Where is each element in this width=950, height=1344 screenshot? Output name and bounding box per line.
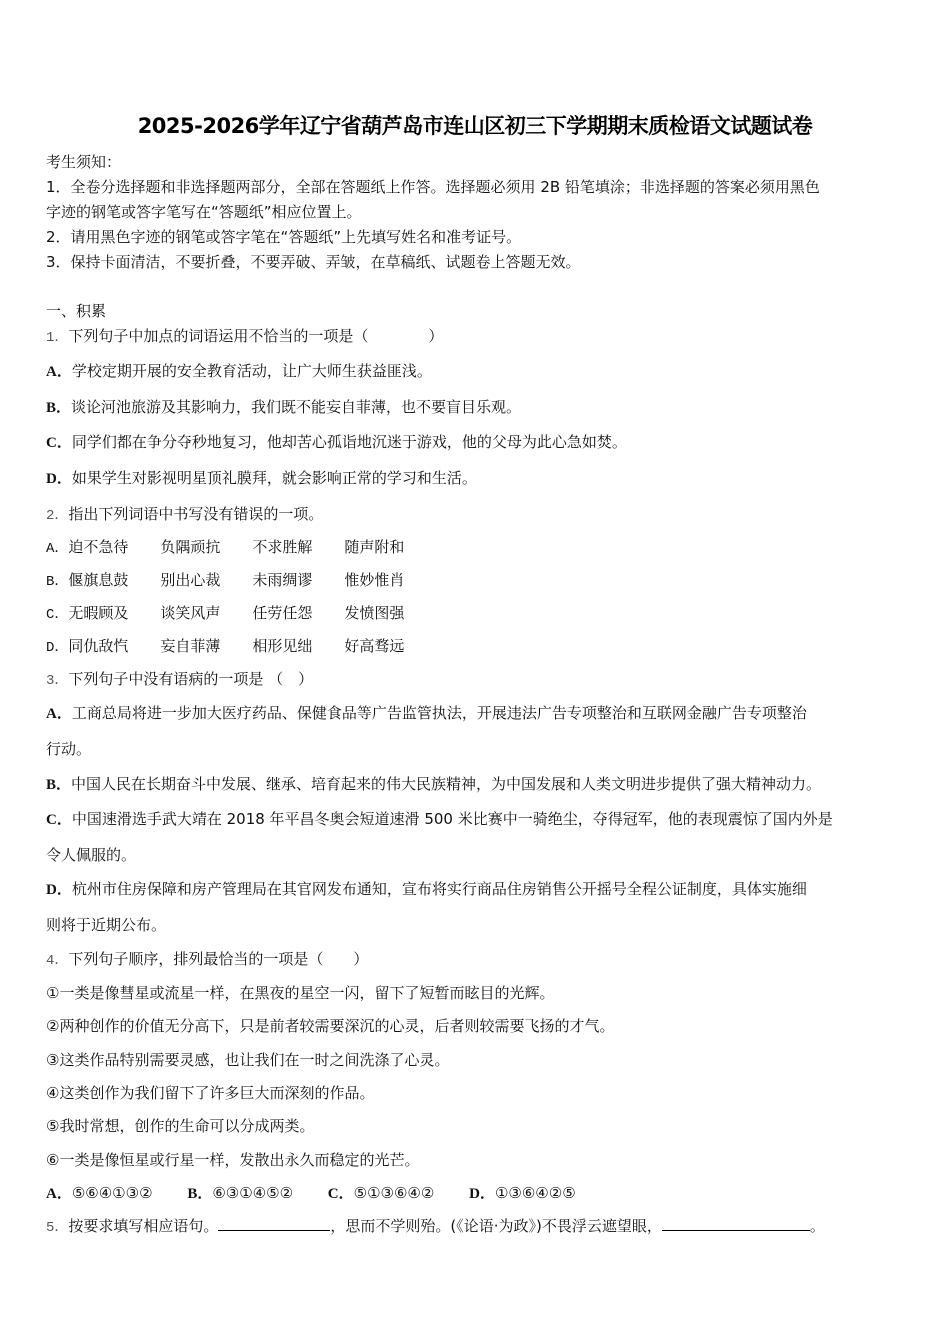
question-text: 下列句子中加点的词语运用不恰当的一项是（ ） <box>68 327 444 345</box>
q4-sentence: ④这类创作为我们留下了许多巨大而深刻的作品。 <box>46 1084 375 1102</box>
notice-heading: 考生须知： <box>46 153 122 171</box>
q4-option-d[interactable] <box>469 1183 576 1204</box>
option-label: C． <box>46 812 72 828</box>
page-title: 2025-2026学年辽宁省葫芦岛市连山区初三下学期期末质检语文试题试卷 <box>137 114 813 138</box>
option-label: C． <box>46 435 72 451</box>
word: 相形见绌 <box>252 637 313 655</box>
q4-option-a[interactable] <box>46 1183 153 1204</box>
notice-item: 1．全卷分选择题和非选择题两部分，全部在答题纸上作答。选择题必须用 2B 铅笔填涂；非选择题的答案必须用黑色 <box>46 178 820 196</box>
q4-sentence: ②两种创作的价值无分高下，只是前者较需要深沉的心灵，后者则较需要飞扬的才气。 <box>46 1017 615 1035</box>
word: 未雨绸谬 <box>252 571 313 589</box>
word: 负隅顽抗 <box>160 538 221 556</box>
question-number: 1． <box>46 330 69 346</box>
section-heading: 一、积累 <box>46 302 107 320</box>
option-text: 工商总局将进一步加大医疗药品、保健食品等广告监管执法，开展违法广告专项整治和互联网金融广告专项整治 <box>71 704 807 722</box>
question-text: 下列句子中没有语病的一项是 （ ） <box>68 670 314 688</box>
question-1-stem <box>46 326 443 348</box>
q4-option-b[interactable] <box>187 1183 293 1204</box>
q4-sentence: ③这类作品特别需要灵感，也让我们在一时之间洗涤了心灵。 <box>46 1051 450 1069</box>
word: 别出心裁 <box>160 571 221 589</box>
option-text: ⑤①③⑥④② <box>353 1184 435 1202</box>
question-2-stem <box>46 504 323 526</box>
option-text: 杭州市住房保障和房产管理局在其官网发布通知，宣布将实行商品住房销售公开摇号全程公证制度，具体实施细 <box>71 880 807 898</box>
word: 谈笑风声 <box>160 604 221 622</box>
question-text: 按要求填写相应语句。 <box>68 1217 219 1235</box>
q3-option-a[interactable] <box>46 703 807 724</box>
option-label: A． <box>46 1186 72 1202</box>
option-text: 谈论河池旅游及其影响力，我们既不能妄自菲薄，也不要盲目乐观。 <box>71 398 522 416</box>
answer-blank-2[interactable] <box>662 1216 810 1231</box>
word: 不求胜解 <box>252 538 313 556</box>
q2-option-d[interactable] <box>46 636 436 658</box>
option-text: ⑥③①④⑤② <box>212 1184 294 1202</box>
option-text: 中国速滑选手武大靖在 2018 年平昌冬奥会短道速滑 500 米比赛中一骑绝尘，夺得冠军，他的表现震惊了国内外是 <box>71 810 833 828</box>
word: 偃旗息鼓 <box>68 571 129 589</box>
option-label: B． <box>46 400 72 416</box>
option-label: C． <box>46 607 69 623</box>
option-label: D． <box>46 640 69 656</box>
option-text: ①③⑥④②⑤ <box>494 1184 576 1202</box>
question-text: 下列句子顺序，排列最恰当的一项是（ ） <box>68 950 369 968</box>
q4-option-c[interactable] <box>328 1183 435 1204</box>
word: 发愤图强 <box>344 604 405 622</box>
q4-sentence: ①一类是像彗星或流星一样，在黑夜的星空一闪，留下了短暂而眩目的光辉。 <box>46 984 555 1002</box>
question-text: 指出下列词语中书写没有错误的一项。 <box>68 505 324 523</box>
q2-option-c[interactable] <box>46 603 436 625</box>
q1-option-b[interactable] <box>46 397 521 418</box>
option-text: 学校定期开展的安全教育活动，让广大师生获益匪浅。 <box>71 362 432 380</box>
option-text: ⑤⑥④①③② <box>71 1184 153 1202</box>
question-number: 5． <box>46 1220 69 1236</box>
option-label: A． <box>46 706 72 722</box>
q2-option-b[interactable] <box>46 570 436 592</box>
option-label: C． <box>327 1186 354 1202</box>
answer-blank-1[interactable] <box>218 1216 330 1231</box>
word: 好高骛远 <box>344 637 405 655</box>
question-5-stem <box>46 1216 825 1238</box>
word: 惟妙惟肖 <box>344 571 405 589</box>
option-text: 中国人民在长期奋斗中发展、继承、培育起来的伟大民族精神，为中国发展和人类文明进步提供了强大精神动力。 <box>71 775 822 793</box>
option-label: D． <box>46 882 72 898</box>
option-label: B． <box>46 574 69 590</box>
option-text: 同学们都在争分夺秒地复习，他却苦心孤诣地沉迷于游戏，他的父母为此心急如焚。 <box>71 433 627 451</box>
word: 随声附和 <box>344 538 405 556</box>
question-3-stem <box>46 669 313 691</box>
option-label: A． <box>46 364 72 380</box>
question-number: 2． <box>46 508 69 524</box>
q1-option-d[interactable] <box>46 468 477 489</box>
word: 无暇顾及 <box>68 604 129 622</box>
q3-option-d-cont: 则将于近期公布。 <box>46 916 167 934</box>
option-label: B． <box>46 777 72 793</box>
notice-item: 3．保持卡面清洁，不要折叠，不要弄破、弄皱，在草稿纸、试题卷上答题无效。 <box>46 253 581 271</box>
q4-sentence: ⑤我时常想，创作的生命可以分成两类。 <box>46 1117 315 1135</box>
option-label: B． <box>187 1186 213 1202</box>
word: 同仇敌忾 <box>68 637 129 655</box>
q3-option-a-cont: 行动。 <box>46 740 92 758</box>
q3-option-c[interactable] <box>46 809 833 830</box>
question-text: 。 <box>809 1217 825 1235</box>
option-label: D． <box>46 471 72 487</box>
question-number: 3． <box>46 673 69 689</box>
q2-option-a[interactable] <box>46 537 436 559</box>
q3-option-b[interactable] <box>46 774 821 795</box>
word: 妄自菲薄 <box>160 637 221 655</box>
q4-sentence: ⑥一类是像恒星或行星一样，发散出永久而稳定的光芒。 <box>46 1151 420 1169</box>
question-text: ，思而不学则殆。(《论语·为政》)不畏浮云遮望眼， <box>330 1217 662 1235</box>
q4-options <box>46 1183 606 1204</box>
option-label: D． <box>469 1186 495 1202</box>
q3-option-d[interactable] <box>46 879 807 900</box>
word: 任劳任怨 <box>252 604 313 622</box>
q3-option-c-cont: 令人佩服的。 <box>46 846 137 864</box>
notice-item: 字迹的钢笔或答字笔写在“答题纸”相应位置上。 <box>46 203 362 221</box>
q1-option-c[interactable] <box>46 432 627 453</box>
option-text: 如果学生对影视明星顶礼膜拜，就会影响正常的学习和生活。 <box>71 469 477 487</box>
question-4-stem <box>46 949 368 971</box>
word: 迫不急待 <box>68 538 129 556</box>
q1-option-a[interactable] <box>46 361 432 382</box>
notice-item: 2．请用黑色字迹的钢笔或答字笔在“答题纸”上先填写姓名和准考证号。 <box>46 228 522 246</box>
option-label: A． <box>46 541 69 557</box>
question-number: 4． <box>46 953 69 969</box>
